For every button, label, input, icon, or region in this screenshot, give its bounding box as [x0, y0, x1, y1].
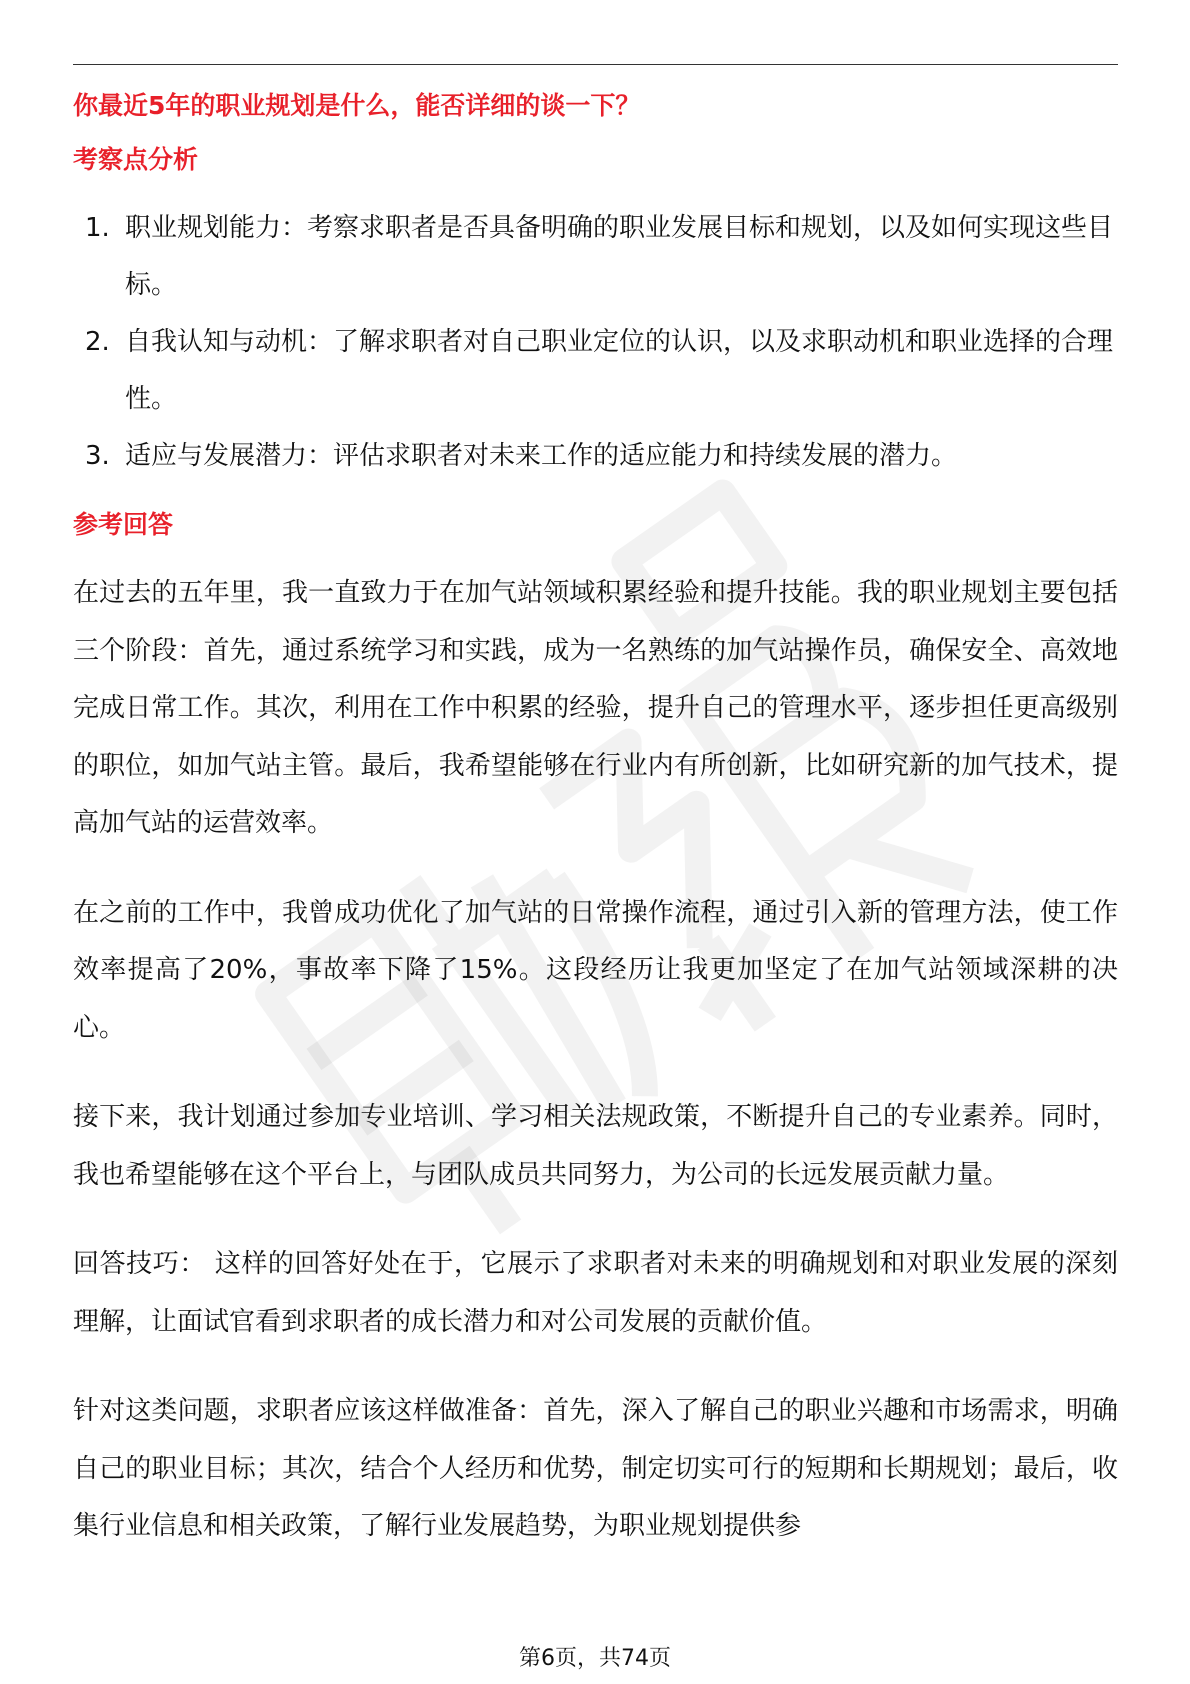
question-title: 你最近5年的职业规划是什么，能否详细的谈一下？: [73, 91, 641, 120]
analysis-heading: 考察点分析: [73, 145, 199, 174]
preparation-paragraph: 针对这类问题，求职者应该这样做准备：首先，深入了解自己的职业兴趣和市场需求，明确自己的职业目标；其次，结合个人经历和优势，制定切实可行的短期和长期规划；最后，收集行业信息和相关政策，了解行业发展趋势，为职业规划提供参: [73, 1396, 1118, 1541]
list-item-number: 3.: [85, 441, 110, 471]
list-item-number: 2.: [85, 327, 110, 357]
answer-paragraph-1: 在过去的五年里，我一直致力于在加气站领域积累经验和提升技能。我的职业规划主要包括三个阶段：首先，通过系统学习和实践，成为一名熟练的加气站操作员，确保安全、高效地完成日常工作。其次，利用在工作中积累的经验，提升自己的管理水平，逐步担任更高级别的职位，如加气站主管。最后，我希望能够在行业内有所创新，比如研究新的加气技术，提高加气站的运营效率。: [73, 578, 1118, 838]
list-item: [73, 428, 1118, 485]
top-divider: [73, 64, 1118, 65]
list-item-text: 自我认知与动机：了解求职者对自己职业定位的认识，以及求职动机和职业选择的合理性。: [125, 327, 1114, 414]
tip-paragraph: 回答技巧： 这样的回答好处在于，它展示了求职者对未来的明确规划和对职业发展的深刻理解，让面试官看到求职者的成长潜力和对公司发展的贡献价值。: [73, 1249, 1118, 1337]
list-item: [73, 314, 1118, 428]
list-item-number: 1.: [85, 213, 110, 243]
answer-paragraph-3: 接下来，我计划通过参加专业培训、学习相关法规政策，不断提升自己的专业素养。同时，我也希望能够在这个平台上，与团队成员共同努力，为公司的长远发展贡献力量。: [73, 1102, 1118, 1190]
list-item: [73, 200, 1118, 314]
answer-paragraph-2: 在之前的工作中，我曾成功优化了加气站的日常操作流程，通过引入新的管理方法，使工作效率提高了20%，事故率下降了15%。这段经历让我更加坚定了在加气站领域深耕的决心。: [73, 897, 1118, 1043]
analysis-list: [73, 200, 1118, 485]
list-item-text: 适应与发展潜力：评估求职者对未来工作的适应能力和持续发展的潜力。: [125, 441, 958, 471]
list-item-text: 职业规划能力：考察求职者是否具备明确的职业发展目标和规划，以及如何实现这些目标。: [125, 213, 1114, 300]
answer-heading: 参考回答: [73, 510, 174, 539]
page-content: [73, 86, 1118, 1556]
page-number: 第6页，共74页: [519, 1646, 671, 1671]
